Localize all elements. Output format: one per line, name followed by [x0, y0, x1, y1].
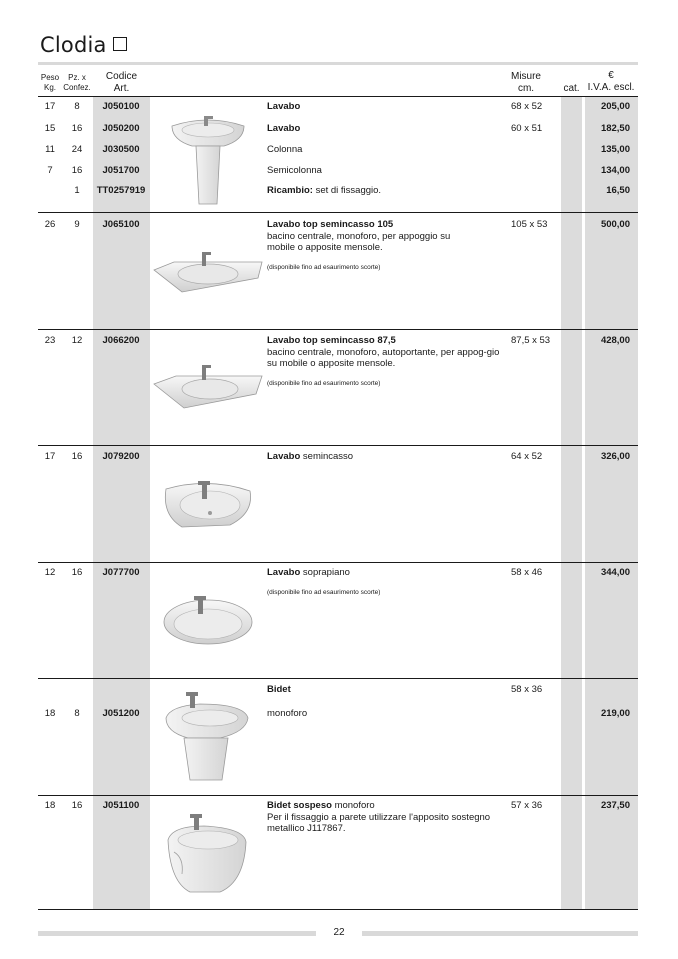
article-code: J051100	[102, 800, 140, 811]
article-code: J050100	[102, 101, 140, 112]
header-rule	[38, 96, 638, 97]
article-code: J051200	[102, 708, 140, 719]
pieces: 9	[74, 219, 80, 230]
weight: 11	[45, 144, 55, 155]
weight: 15	[44, 123, 56, 134]
price: 205,00	[600, 101, 630, 112]
pieces: 16	[71, 123, 83, 134]
price: 182,50	[600, 123, 630, 134]
page-title: Clodia	[40, 33, 127, 57]
pieces: 16	[71, 165, 83, 176]
pieces: 1	[74, 185, 80, 196]
semi-recessed-washbasin-image	[160, 475, 256, 531]
description: Bidet sospeso monoforo Per il fissaggio a parete utilizzare l'apposito sostegno metallico J117867.	[267, 800, 491, 834]
description: Lavabo top semincasso 105 bacino centrale, monoforo, per appoggio su mobile o apposite mensole. (disponibile fino ad esaurimento scorte)	[267, 219, 451, 271]
description: Lavabo semincasso	[267, 451, 354, 462]
dimensions: 60 x 51	[511, 123, 543, 134]
article-code: J066200	[102, 335, 140, 346]
price: 134,00	[600, 165, 630, 176]
dimensions: 87,5 x 53	[511, 335, 551, 346]
pieces: 8	[74, 708, 80, 719]
header-price: € I.V.A. escl.	[587, 70, 635, 93]
article-code: J030500	[102, 144, 140, 155]
weight: 18	[44, 708, 56, 719]
description: Lavabo soprapiano (disponibile fino ad esaurimento scorte)	[267, 567, 381, 596]
dimensions: 58 x 46	[511, 567, 543, 578]
header-pz: Pz. x Confez.	[63, 73, 91, 92]
article-code: J050200	[102, 123, 140, 134]
description: Semicolonna	[267, 165, 322, 176]
description: Lavabo	[267, 123, 301, 134]
price: 344,00	[600, 567, 630, 578]
article-code: J051700	[102, 165, 140, 176]
price: 135,00	[600, 144, 630, 155]
price: 326,00	[600, 451, 630, 462]
row-divider	[38, 212, 638, 213]
countertop-washbasin-87-image	[152, 362, 264, 410]
weight: 26	[44, 219, 56, 230]
weight: 12	[44, 567, 56, 578]
weight: 23	[44, 335, 56, 346]
price: 219,00	[600, 708, 630, 719]
pedestal-washbasin-image	[168, 110, 248, 206]
article-code: J065100	[102, 219, 140, 230]
article-code: TT0257919	[96, 185, 146, 196]
dimensions: 105 x 53	[511, 219, 548, 230]
weight: 17	[44, 101, 56, 112]
weight: 7	[47, 165, 53, 176]
row-divider	[38, 445, 638, 446]
pieces: 16	[71, 451, 83, 462]
footer-bar-left	[38, 931, 316, 936]
header-codice: Codice Art.	[105, 71, 138, 94]
article-code: J079200	[102, 451, 140, 462]
row-divider	[38, 329, 638, 330]
dimensions: 58 x 36	[511, 684, 543, 695]
weight: 18	[44, 800, 56, 811]
price-column-bg	[585, 96, 638, 909]
description: Colonna	[267, 144, 303, 155]
footer-bar-right	[362, 931, 638, 936]
article-code: J077700	[102, 567, 140, 578]
countertop-washbasin-image	[160, 590, 256, 648]
price: 16,50	[606, 185, 630, 196]
dimensions: 57 x 36	[511, 800, 543, 811]
bottom-rule	[38, 909, 638, 910]
pieces: 16	[71, 567, 83, 578]
row-divider	[38, 678, 638, 679]
weight: 17	[44, 451, 56, 462]
description: Lavabo	[267, 101, 301, 112]
price: 428,00	[600, 335, 630, 346]
dimensions: 68 x 52	[511, 101, 543, 112]
dimensions: 64 x 52	[511, 451, 543, 462]
wall-hung-bidet-image	[160, 812, 254, 896]
countertop-washbasin-105-image	[152, 248, 264, 294]
code-column-bg	[93, 96, 150, 909]
price: 500,00	[600, 219, 630, 230]
pieces: 12	[71, 335, 83, 346]
square-icon	[113, 37, 127, 51]
pieces: 16	[71, 800, 83, 811]
pieces: 8	[74, 101, 80, 112]
header-cat: cat.	[563, 83, 580, 94]
cat-column-bg	[561, 96, 582, 909]
row-divider	[38, 562, 638, 563]
row-divider	[38, 795, 638, 796]
description: Bidet	[267, 684, 291, 695]
header-misure: Misure cm.	[510, 71, 541, 94]
pieces: 24	[71, 144, 83, 155]
description: Ricambio: set di fissaggio.	[267, 185, 382, 196]
top-rule	[38, 62, 638, 65]
description: Lavabo top semincasso 87,5 bacino centrale, monoforo, autoportante, per appog-gio su mobile o apposite mensole. (disponibile fino ad esaurimento scorte)	[267, 335, 500, 387]
header-peso: Peso Kg.	[40, 73, 60, 92]
floor-bidet-image	[160, 688, 254, 784]
description: monoforo	[267, 708, 308, 719]
price: 237,50	[600, 800, 630, 811]
page-number: 22	[333, 927, 345, 938]
